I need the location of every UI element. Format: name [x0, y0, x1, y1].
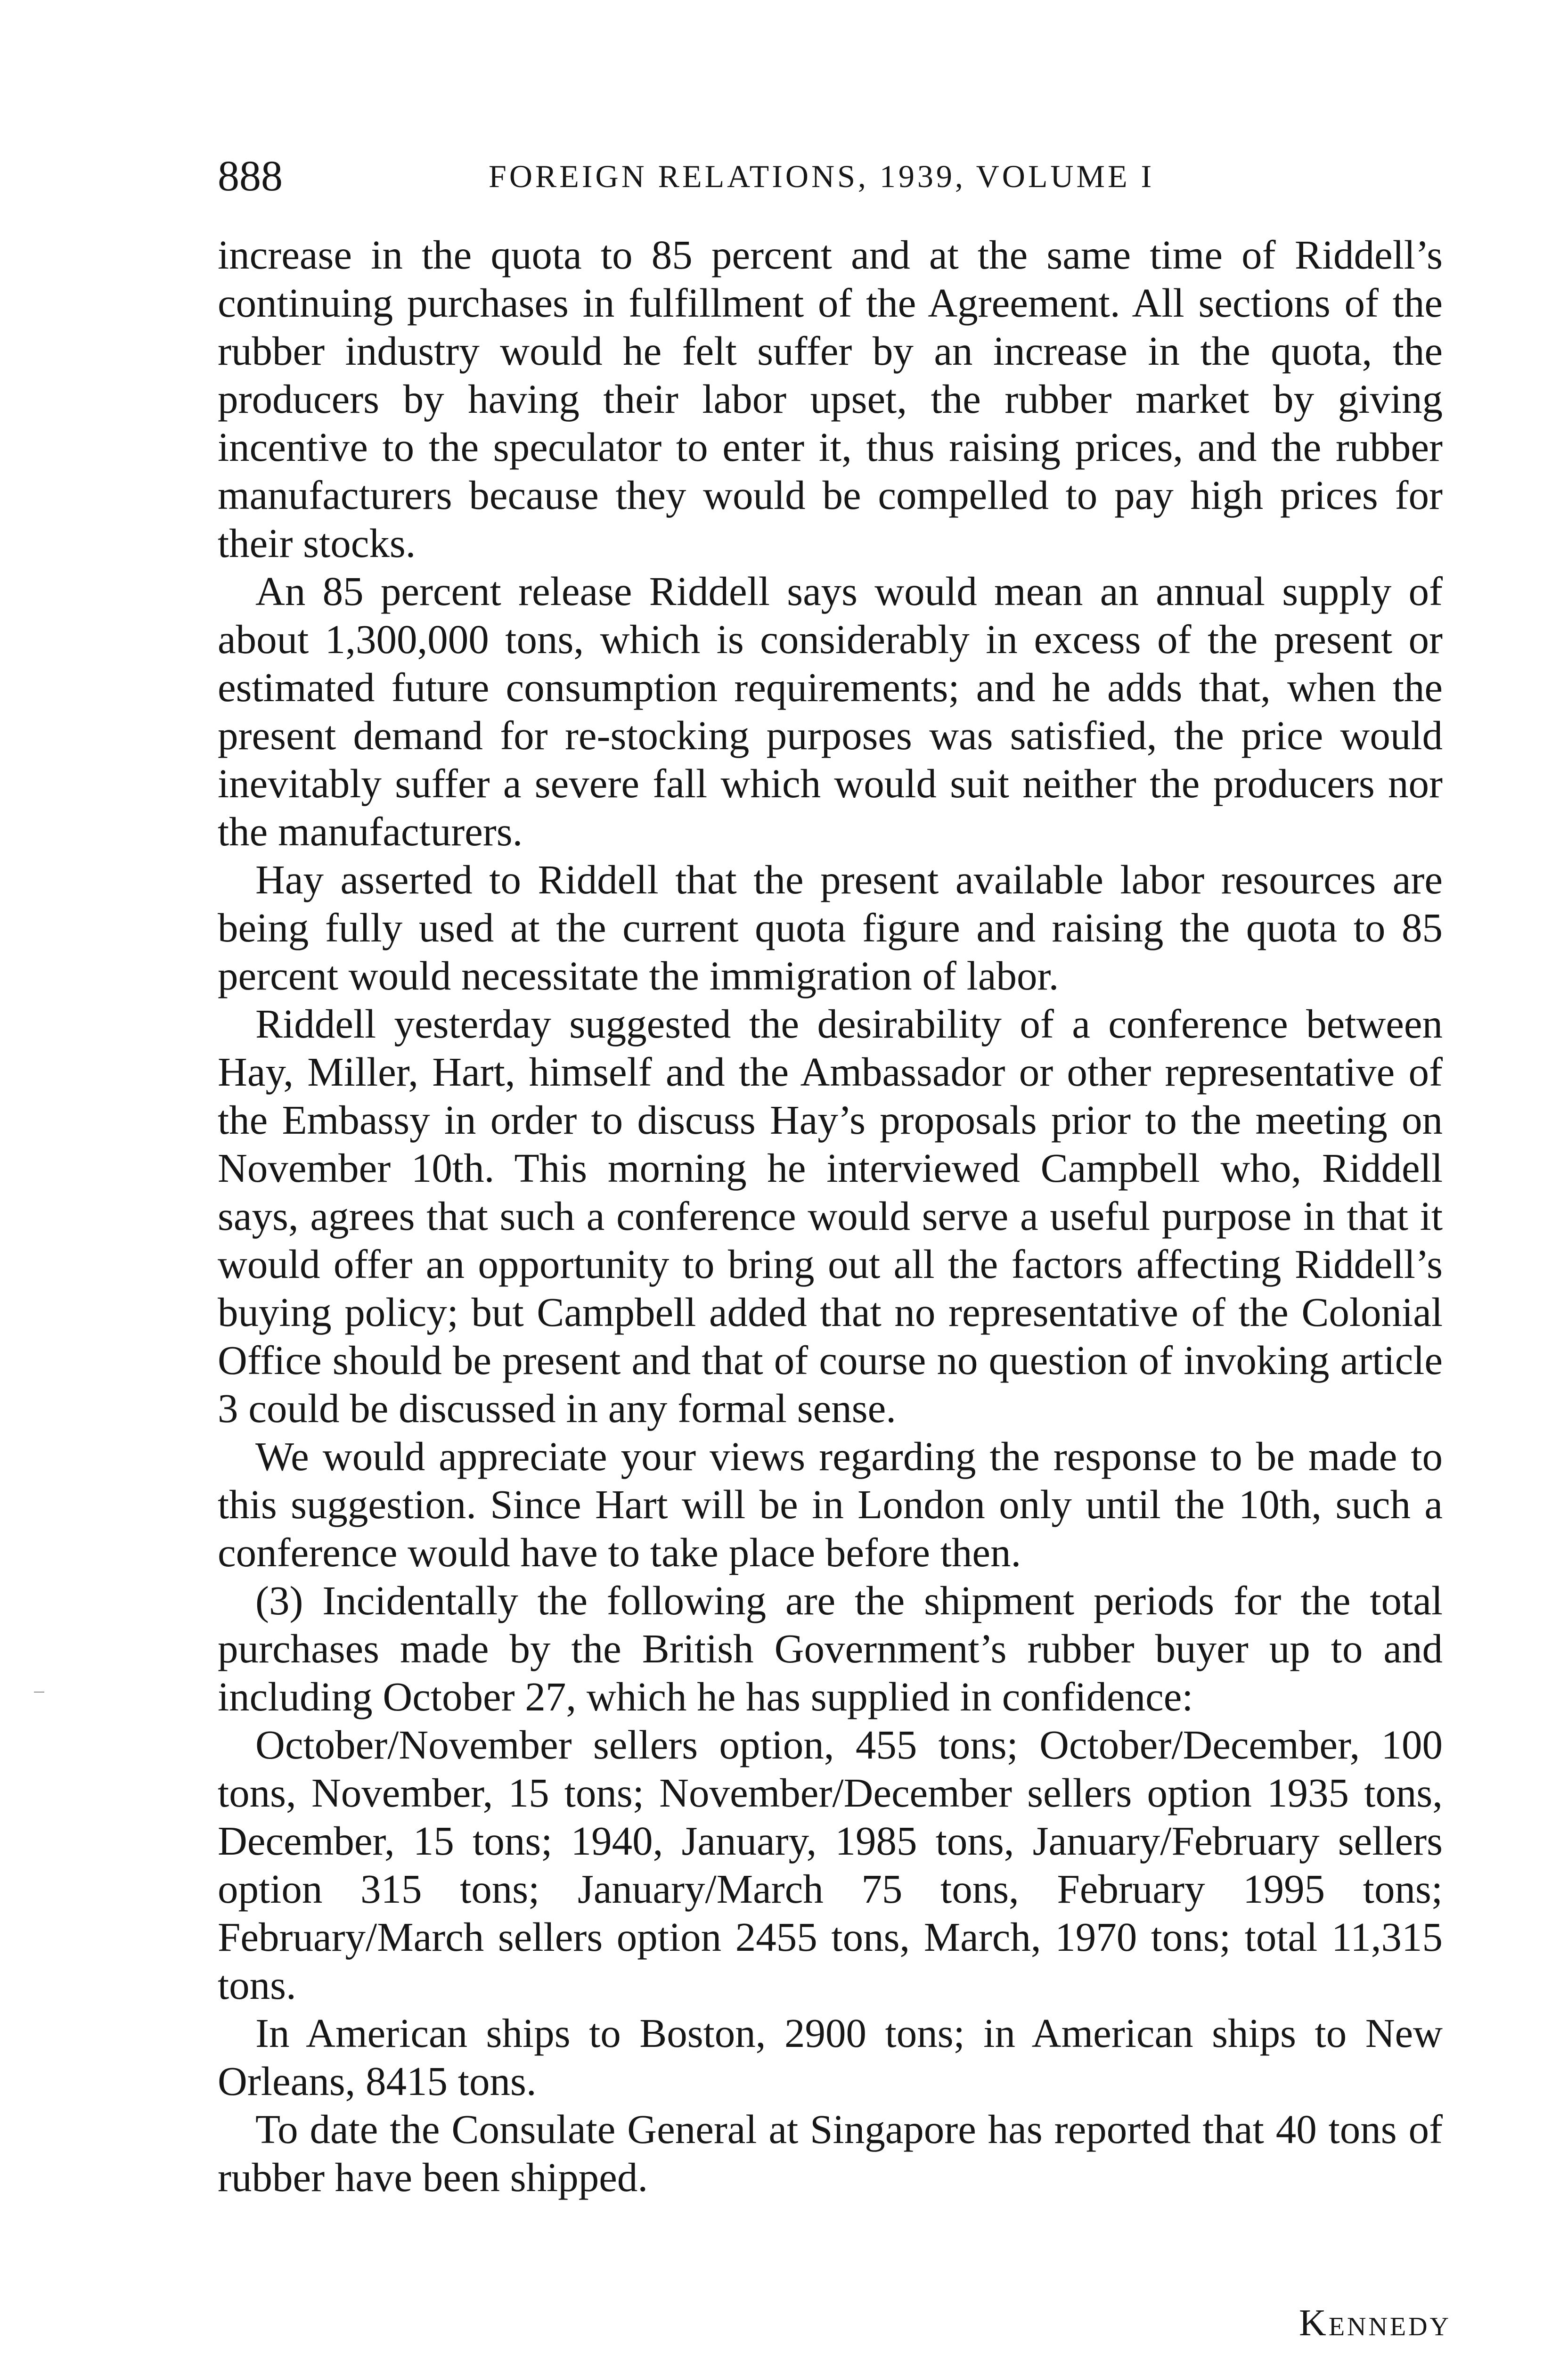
paragraph: In American ships to Boston, 2900 tons; in American ships to New Orleans, 8415 tons. — [218, 2010, 1443, 2104]
paragraph: An 85 percent release Riddell says would mean an annual supply of about 1,300,000 tons, which is considerably in excess of the present or estimated future consumption requirements; and he adds that, when the present demand for re-stocking purposes was satisfied, the price would inevitably suffer a severe fall which would suit neither the producers nor the manufacturers. — [218, 568, 1443, 854]
paragraph: October/November sellers option, 455 tons; October/December, 100 tons, November, 15 tons; November/December sellers option 1935 tons, December, 15 tons; 1940, January, 1985 tons, January/February sellers option 315 tons; January/March 75 tons, February 1995 tons; February/March sellers option 2455 tons, March, 1970 tons; total 11,315 tons. — [218, 1722, 1443, 2008]
paragraph: To date the Consulate General at Singapore has reported that 40 tons of rubber have been shipped. — [218, 2106, 1443, 2200]
running-title: FOREIGN RELATIONS, 1939, VOLUME I — [489, 158, 1155, 194]
body-text — [218, 231, 1443, 2201]
paragraph: Riddell yesterday suggested the desirability of a conference between Hay, Miller, Hart, himself and the Ambassador or other representative of the Embassy in order to discuss Hay’s proposals prior to the meeting on November 10th. This morning he interviewed Campbell who, Riddell says, agrees that such a conference would serve a useful purpose in that it would offer an opportunity to bring out all the factors affecting Riddell’s buying policy; but Campbell added that no representative of the Colonial Office should be present and that of course no question of invoking article 3 could be discussed in any formal sense. — [218, 1001, 1443, 1431]
margin-mark — [34, 1692, 44, 1693]
paragraph: (3) Incidentally the following are the shipment periods for the total purchases made by the British Government’s rubber buyer up to and including October 27, which he has supplied in confidence: — [218, 1578, 1443, 1719]
paragraph: We would appreciate your views regarding the response to be made to this suggestion. Since Hart will be in London only until the 10th, such a conference would have to take place before then. — [218, 1433, 1443, 1575]
paragraph: Hay asserted to Riddell that the present available labor resources are being fully used at the current quota figure and raising the quota to 85 percent would necessitate the immigration of labor. — [218, 857, 1443, 998]
page-number: 888 — [218, 152, 283, 200]
running-head — [218, 150, 1462, 202]
paragraph-continuation: increase in the quota to 85 percent and at the same time of Riddell’s continuing purchases in fulfillment of the Agreement. All sections of the rubber industry would he felt suffer by an increase in the quota, the producers by having their labor upset, the rubber market by giving incentive to the speculator to enter it, thus raising prices, and the rubber manufacturers because they would be compelled to pay high prices for their stocks. — [218, 232, 1443, 566]
signature: Kennedy — [1299, 2302, 1451, 2344]
